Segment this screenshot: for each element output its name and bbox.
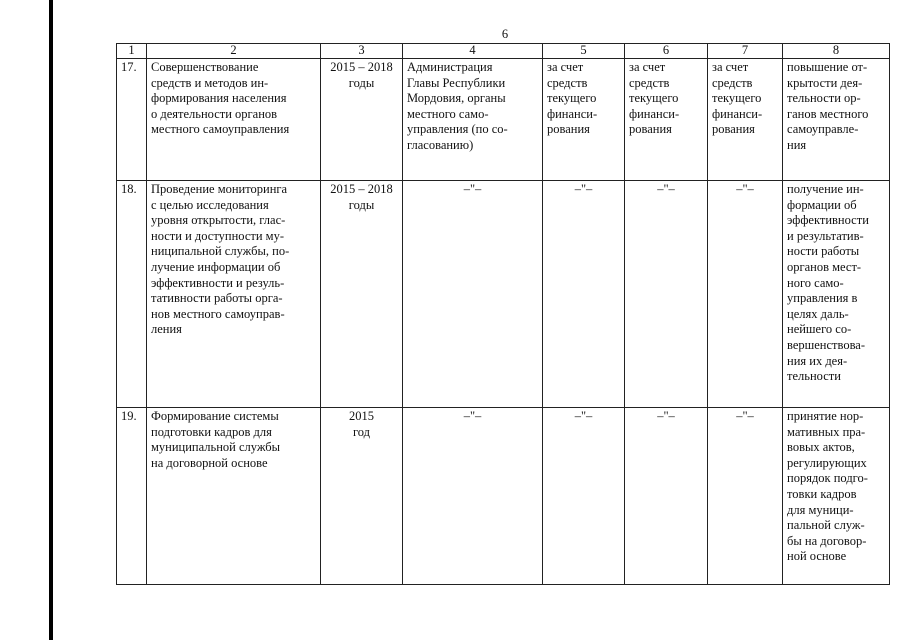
column-number-6: 6 [625, 44, 708, 59]
financing-ditto-b: –"– [657, 182, 675, 196]
executor-cell [403, 181, 543, 408]
executor-cell [403, 59, 543, 181]
result-text: получение ин- формации об эффективности и результатив- ности работы органов мест- ного само- управления в целях даль- нейшего со- вершенствова- ния их дея- тельности [787, 182, 869, 384]
measures-table [116, 43, 890, 585]
result-text: повышение от- крытости дея- тельности ор- ганов местного самоуправле- ния [787, 60, 869, 152]
financing-cell-c [708, 59, 783, 181]
executor-ditto: –"– [463, 409, 482, 423]
financing-ditto-b: –"– [657, 409, 675, 423]
financing-cell-c [708, 408, 783, 585]
financing-ditto-c: –"– [736, 182, 754, 196]
event-text: Проведение мониторинга с целью исследования уровня открытости, глас- ности и доступности му- ниципальной службы, по- лучение информации об эффективности и резуль- тативности работы орга- нов местного самоуправ- ления [151, 182, 290, 337]
financing-text-a: за счет средств текущего финанси- рования [547, 60, 598, 137]
row-number: 17. [117, 59, 147, 181]
column-number-1: 1 [117, 44, 147, 59]
event-text: Совершенствование средств и методов ин- формирования населения о деятельности органов местного самоуправления [151, 60, 290, 137]
period-text: 2015 год [349, 409, 374, 439]
financing-cell-a [543, 59, 625, 181]
column-number-3: 3 [321, 44, 403, 59]
column-number-2: 2 [147, 44, 321, 59]
period-cell [321, 181, 403, 408]
column-number-8: 8 [783, 44, 890, 59]
column-number-5: 5 [543, 44, 625, 59]
period-cell [321, 59, 403, 181]
period-cell [321, 408, 403, 585]
executor-ditto: –"– [463, 182, 482, 196]
financing-text-c: за счет средств текущего финанси- рования [712, 60, 763, 137]
result-cell [783, 408, 890, 585]
event-cell [147, 59, 321, 181]
row-number: 19. [117, 408, 147, 585]
table-row [117, 408, 890, 585]
financing-ditto-a: –"– [574, 182, 593, 196]
financing-cell-a [543, 408, 625, 585]
financing-cell-b [625, 181, 708, 408]
table-row [117, 59, 890, 181]
financing-cell-b [625, 59, 708, 181]
financing-cell-c [708, 181, 783, 408]
executor-cell [403, 408, 543, 585]
event-text: Формирование системы подготовки кадров для муниципальной службы на договорной основе [151, 409, 281, 470]
period-text: 2015 – 2018 годы [330, 60, 393, 90]
row-number: 18. [117, 181, 147, 408]
table-row [117, 181, 890, 408]
page-number: 6 [501, 27, 509, 41]
result-cell [783, 59, 890, 181]
column-number-row [117, 44, 890, 59]
executor-text: Администрация Главы Республики Мордовия, органы местного само- управления (по со- гласованию) [407, 60, 508, 152]
financing-ditto-c: –"– [736, 409, 754, 423]
financing-cell-a [543, 181, 625, 408]
left-margin-bar [49, 0, 53, 640]
column-number-4: 4 [403, 44, 543, 59]
column-number-7: 7 [708, 44, 783, 59]
financing-text-b: за счет средств текущего финанси- рования [629, 60, 680, 137]
financing-cell-b [625, 408, 708, 585]
period-text: 2015 – 2018 годы [330, 182, 393, 212]
result-text: принятие нор- мативных пра- вовых актов, регулирующих порядок подго- товки кадров для муници- пальной служ- бы на договор- ной основе [787, 409, 868, 564]
event-cell [147, 181, 321, 408]
financing-ditto-a: –"– [574, 409, 593, 423]
event-cell [147, 408, 321, 585]
result-cell [783, 181, 890, 408]
